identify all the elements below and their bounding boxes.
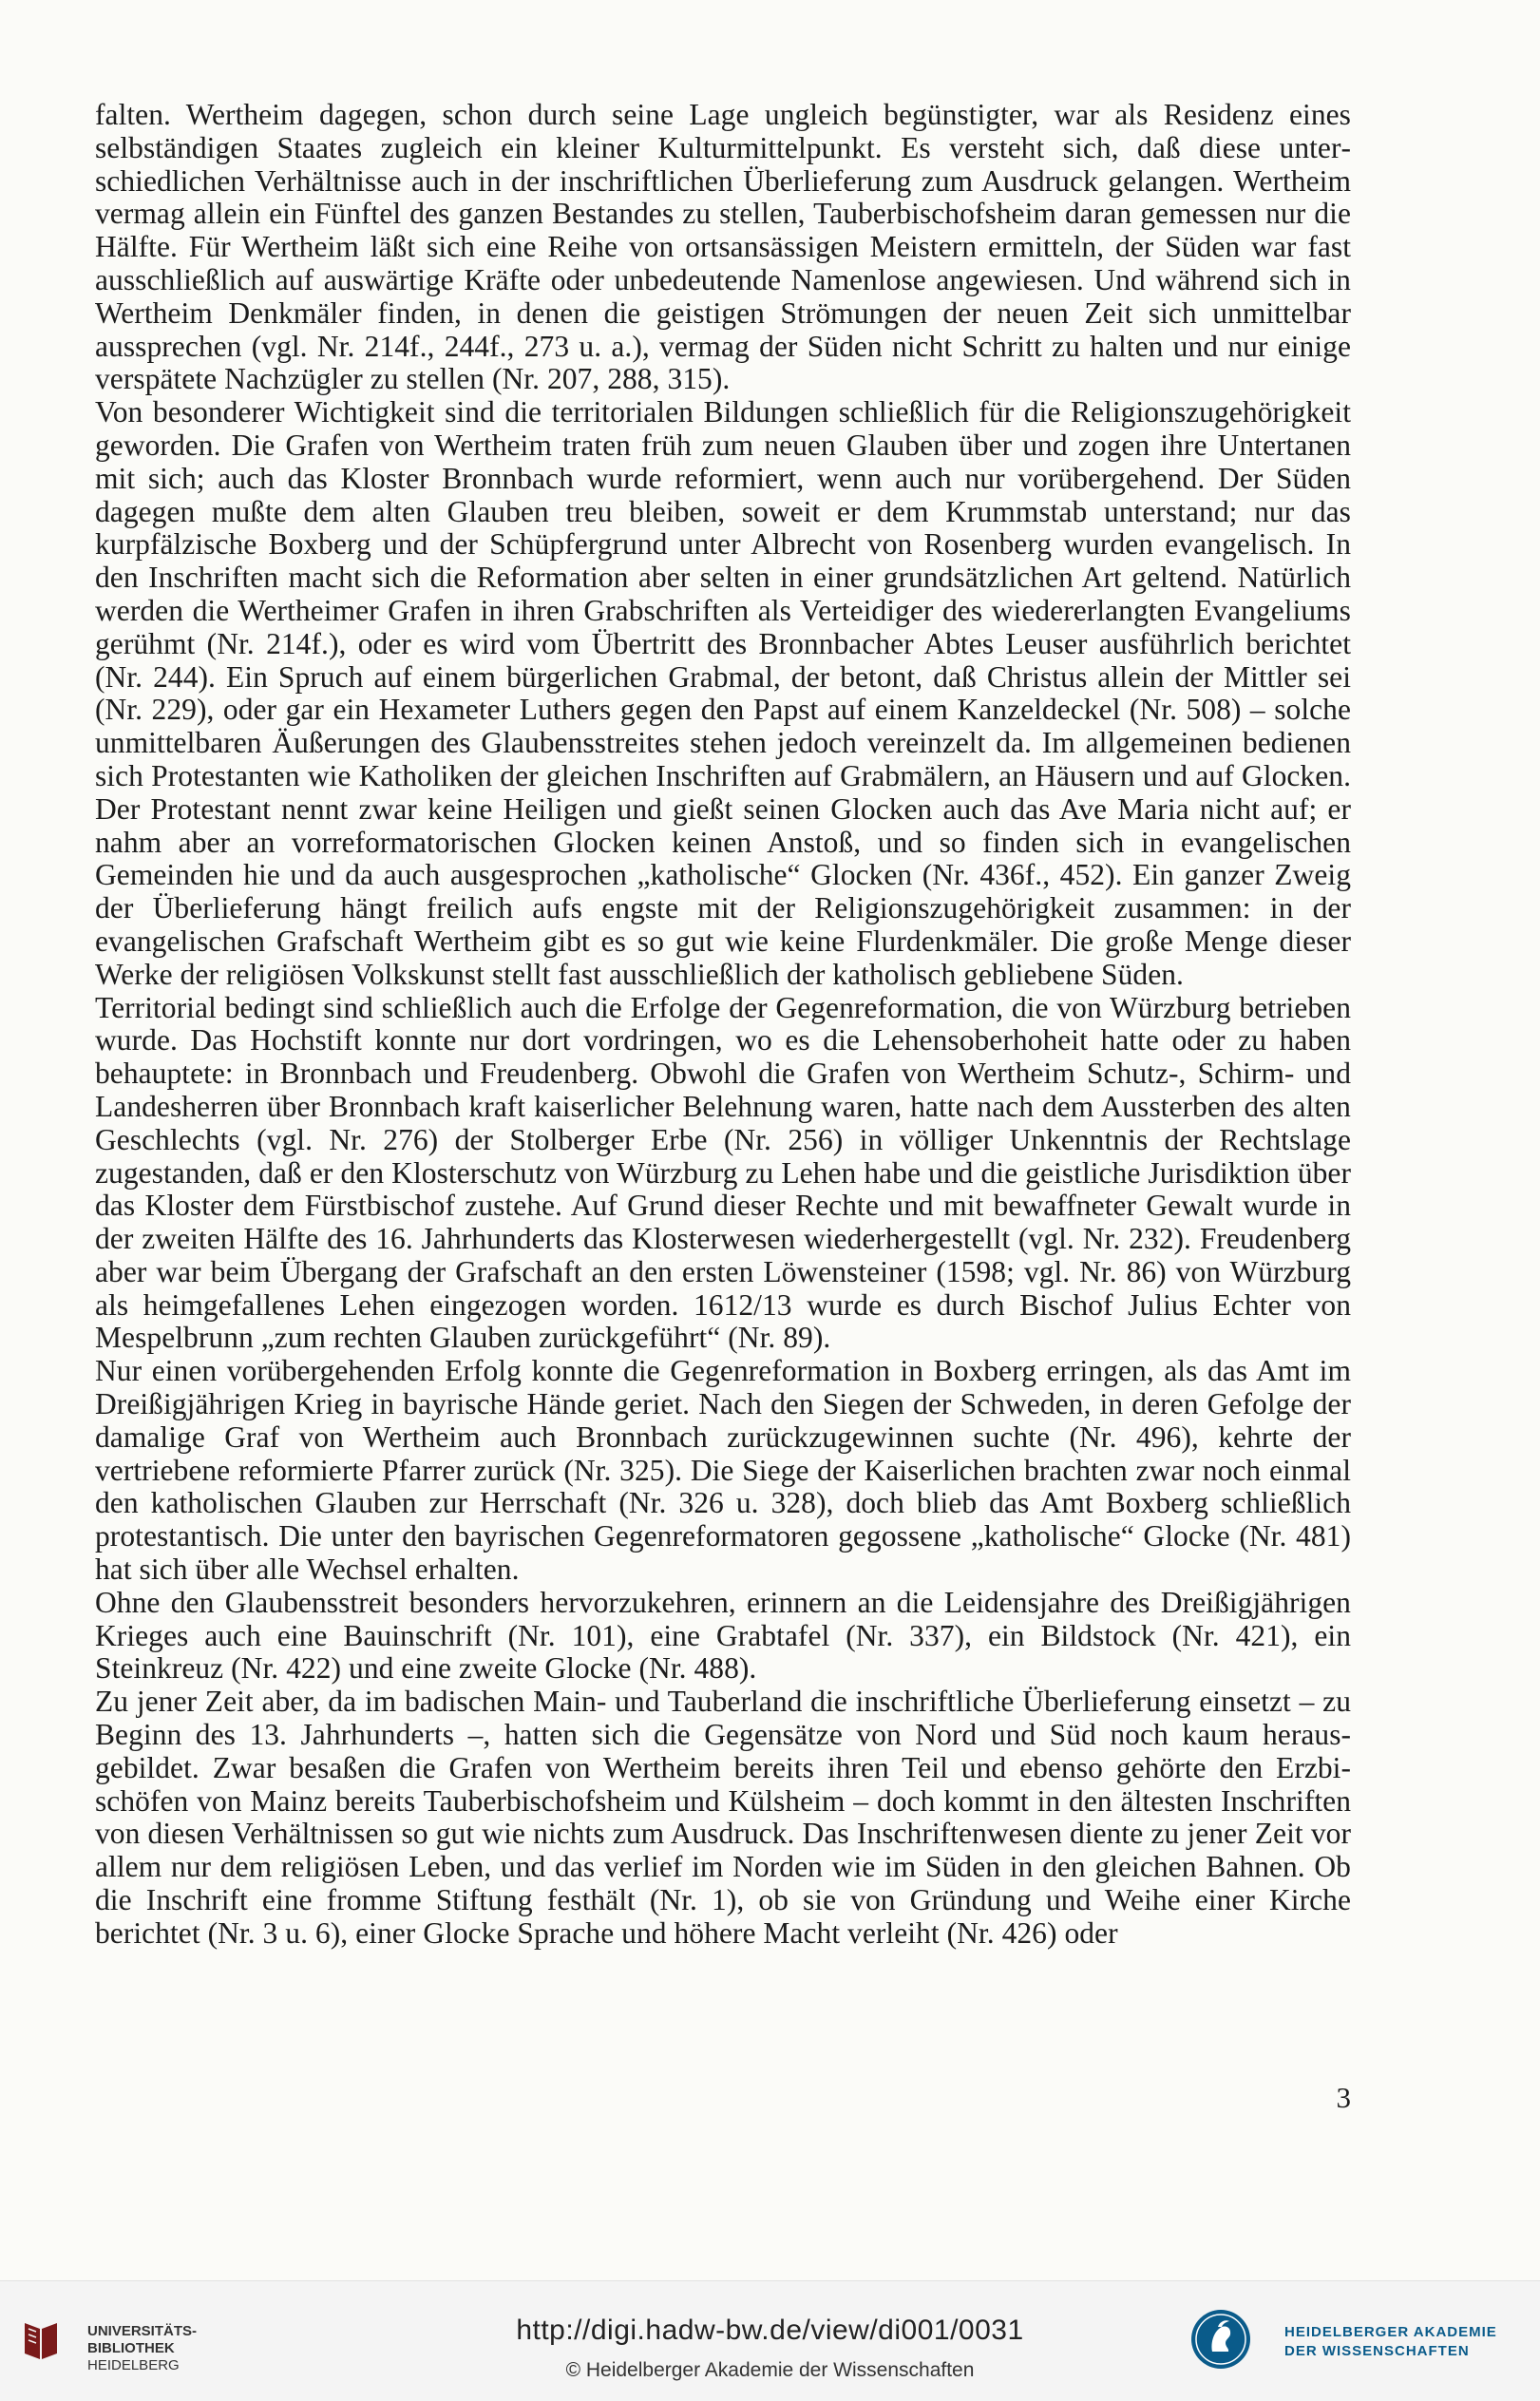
library-name-line1: UNIVERSITÄTS- bbox=[87, 2323, 198, 2339]
academy-name bbox=[1284, 2323, 1497, 2361]
copyright-notice: © Heidelberger Akademie der Wissenschaften bbox=[565, 2359, 975, 2381]
library-name-line2: BIBLIOTHEK bbox=[87, 2340, 175, 2356]
paragraph-2: Von besonderer Wichtigkeit sind die territorialen Bildungen schließlich für die Religionszugehörigkeit geworden. Die Grafen von Wertheim traten früh zum neuen Glauben über und zogen ihre Untertanen mit sich; auch das Kloster Bronnbach wurde reformiert, wenn auch nur vorübergehend. Der Süden dagegen mußte dem alten Glauben treu bleiben, soweit er dem Krummstab unterstand; nur das kurpfälzische Boxberg und der Schüpfergrund unter Albrecht von Rosenberg wurden evangelisch. In den Inschriften macht sich die Reformation aber selten in einer grundsätzlichen Art geltend. Natürlich werden die Wertheimer Grafen in ihren Grabschriften als Verteidiger des wiedererlangten Evangeliums gerühmt (Nr. 214f.), oder es wird vom Übertritt des Bronnbacher Abtes Leuser ausführlich berichtet (Nr. 244). Ein Spruch auf einem bürgerlichen Grabmal, der betont, daß Christus allein der Mittler sei (Nr. 229), oder gar ein Hexameter Luthers gegen den Papst auf einem Kanzeldeckel (Nr. 508) – solche unmittelbaren Äußerungen des Glaubensstreites stehen jedoch vereinzelt da. Im allgemeinen bedienen sich Protestanten wie Katholiken der gleichen Inschriften auf Grabmälern, an Häusern und auf Glocken. Der Protestant nennt zwar keine Heiligen und gießt seinen Glocken auch das Ave Maria nicht auf; er nahm aber an vorreformatorischen Glocken keinen Anstoß, und so finden sich in evangelischen Gemeinden hie und da auch ausgesprochen „katholische“ Glocken (Nr. 436f., 452). Ein ganzer Zweig der Überlieferung hängt freilich aufs engste mit der Religionszugehörigkeit zusammen: in der evangelischen Grafschaft Wertheim gibt es so gut wie keine Flurdenkmäler. Die große Menge dieser Werke der religiösen Volkskunst stellt fast ausschließlich der katholisch gebliebene Süden. bbox=[95, 395, 1351, 991]
paragraph-1: falten. Wertheim dagegen, schon durch seine Lage ungleich begünstigter, war als Residenz eines selbständigen Staates zugleich ein kleiner Kulturmittelpunkt. Es versteht sich, daß diese unterschiedlichen Verhältnisse auch in der inschriftlichen Überlieferung zum Ausdruck gelangen. Wertheim vermag allein ein Fünftel des ganzen Bestandes zu stellen, Tauberbischofsheim daran gemessen nur die Hälfte. Für Wertheim läßt sich eine Reihe von ortsansässigen Meistern ermitteln, der Süden war fast ausschließlich auf auswärtige Kräfte oder unbedeutende Namenlose angewiesen. Und während sich in Wertheim Denkmäler finden, in denen die geistigen Strömungen der neuen Zeit sich unmittelbar aussprechen (vgl. Nr. 214f., 244f., 273 u. a.), vermag der Süden nicht Schritt zu halten und nur einige verspätete Nachzügler zu stellen (Nr. 207, 288, 315). bbox=[95, 98, 1351, 396]
page-number: 3 bbox=[1336, 2081, 1351, 2114]
academy-name-line1: HEIDELBERGER AKADEMIE bbox=[1284, 2324, 1497, 2340]
paragraph-6: Zu jener Zeit aber, da im badischen Main- und Tauberland die inschriftliche Überlieferung einsetzt – zu Beginn des 13. Jahrhunderts –, hatten sich die Gegensätze von Nord und Süd noch kaum herausgebildet. Zwar besaßen die Grafen von Wertheim bereits ihren Teil und ebenso gehörte den Erzbischöfen von Mainz bereits Tauberbischofsheim und Külsheim – doch kommt in den ältesten Inschriften von diesen Verhältnissen so gut wie nichts zum Ausdruck. Das Inschriftenwesen diente zu jener Zeit vor allem nur dem religiösen Leben, und das verlief im Norden wie im Süden in den gleichen Bahnen. Ob die Inschrift eine fromme Stiftung festhält (Nr. 1), ob sie von Gründung und Weihe einer Kirche berichtet (Nr. 3 u. 6), einer Glocke Sprache und höhere Macht verleiht (Nr. 426) oder bbox=[95, 1685, 1351, 1950]
athena-seal-icon bbox=[1189, 2308, 1252, 2371]
body-text bbox=[95, 99, 1351, 1951]
permalink-url[interactable]: http://digi.hadw-bw.de/view/di001/0031 bbox=[516, 2315, 1024, 2346]
paragraph-4: Nur einen vorübergehenden Erfolg konnte die Gegenreformation in Boxberg erringen, als das Amt im Dreißigjährigen Krieg in bayrische Hände geriet. Nach den Siegen der Schweden, in deren Gefolge der damalige Graf von Wertheim auch Bronnbach zurückzugewinnen suchte (Nr. 496), kehrte der vertriebene reformierte Pfarrer zurück (Nr. 325). Die Siege der Kaiserlichen brachten zwar noch einmal den katholischen Glauben zur Herrschaft (Nr. 326 u. 328), doch blieb das Amt Boxberg schließlich protestantisch. Die unter den bayrischen Gegenreformatoren gegossene „katholische“ Glocke (Nr. 481) hat sich über alle Wechsel erhalten. bbox=[95, 1354, 1351, 1587]
academy-name-line2: DER WISSENSCHAFTEN bbox=[1284, 2343, 1470, 2359]
footer-bar bbox=[0, 2280, 1540, 2401]
paragraph-5: Ohne den Glaubensstreit besonders hervorzukehren, erinnern an die Leidensjahre des Dreißigjährigen Krieges auch eine Bauinschrift (Nr. 101), eine Grabtafel (Nr. 337), ein Bildstock (Nr. 421), ein Steinkreuz (Nr. 422) und eine zweite Glocke (Nr. 488). bbox=[95, 1585, 1351, 1686]
library-name-line3: HEIDELBERG bbox=[87, 2357, 180, 2373]
paragraph-3: Territorial bedingt sind schließlich auch die Erfolge der Gegenreformation, die von Würzburg betrieben wurde. Das Hochstift konnte nur dort vordringen, wo es die Lehensoberhoheit hatte oder zu haben behauptete: in Bronnbach und Freudenberg. Obwohl die Grafen von Wertheim Schutz-, Schirm- und Landesherren über Bronnbach kraft kaiserlicher Belehnung waren, hatte nach dem Aussterben des alten Geschlechts (vgl. Nr. 276) der Stolberger Erbe (Nr. 256) in völliger Unkenntnis der Rechtslage zugestanden, daß er den Klosterschutz von Würzburg zu Lehen habe und die geistliche Jurisdiktion über das Kloster dem Fürstbischof zustehe. Auf Grund dieser Rechte und mit bewaffneter Gewalt wurde in der zweiten Hälfte des 16. Jahrhunderts das Klosterwesen wiederhergestellt (vgl. Nr. 232). Freudenberg aber war beim Übergang der Grafschaft an den ersten Löwensteiner (1598; vgl. Nr. 86) von Würzburg als heimgefallenes Lehen eingezogen worden. 1612/13 wurde es durch Bischof Julius Echter von Mespelbrunn „zum rechten Glauben zurückgeführt“ (Nr. 89). bbox=[95, 990, 1351, 1355]
